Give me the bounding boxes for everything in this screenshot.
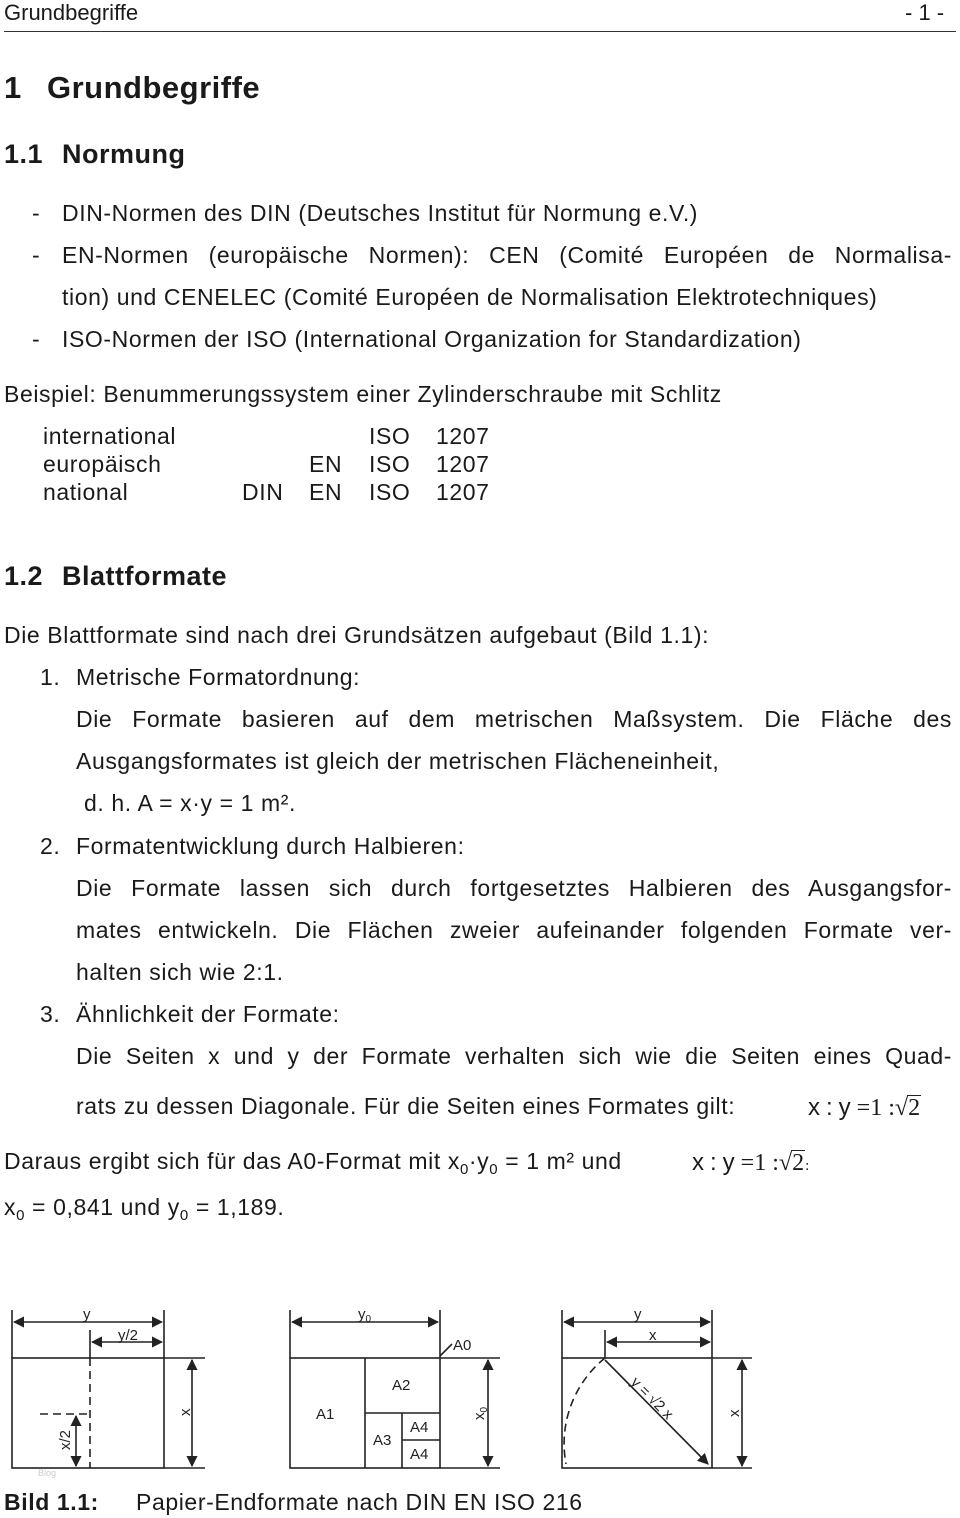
figure-caption-text: Papier-Endformate nach DIN EN ISO 216: [136, 1489, 583, 1515]
section-1-2-number: 1.2: [4, 561, 44, 591]
fig1-label-x: x: [177, 1408, 194, 1416]
bullet-din: DIN-Normen des DIN (Deutsches Institut für Normung e.V.): [62, 200, 699, 226]
item-2-title: Formatentwicklung durch Halbieren:: [76, 833, 465, 859]
item-1-line-2: Ausgangsformates ist gleich der metrischen Flächeneinheit,: [76, 748, 720, 774]
item-3-number: 3.: [40, 1001, 61, 1027]
fig2-label-x0: $x_0$: [471, 1406, 490, 1420]
fig3-label-diagonal: y = √2 x: [627, 1373, 677, 1424]
table-num: 1207: [436, 479, 490, 505]
table-num: 1207: [436, 451, 490, 477]
item-2-line-3: halten sich wie 2:1.: [76, 959, 284, 985]
fig2-label-a2: A2: [392, 1377, 411, 1394]
item-1-line-1: Die Formate basieren auf dem metrischen Maßsystem. Die Fläche des: [76, 706, 952, 732]
running-header-page: - 1 -: [905, 0, 945, 25]
item-3-line-2: rats zu dessen Diagonale. Für die Seiten eines Formates gilt:: [76, 1093, 736, 1119]
ratio-formula-2: x : y =1 :√2:: [692, 1149, 810, 1176]
ratio-formula: x : y =1 :√2: [808, 1094, 921, 1121]
item-3-title: Ähnlichkeit der Formate:: [76, 1001, 340, 1027]
bullet-en-line-1: EN-Normen (europäische Normen): CEN (Comité Européen de Normalisa-: [62, 242, 952, 268]
watermark-text: Blog: [38, 1468, 57, 1478]
item-1-number: 1.: [40, 664, 61, 690]
section-1-number: 1: [4, 70, 22, 105]
item-2-line-1: Die Formate lassen sich durch fortgesetztes Halbieren des Ausgangsfor-: [76, 875, 952, 901]
fig2-label-y0: $y_0$: [358, 1306, 372, 1325]
table-en: EN: [309, 479, 343, 505]
section-1-1-number: 1.1: [4, 139, 44, 169]
table-label: national: [43, 479, 129, 505]
header-rule: [4, 31, 956, 32]
table-en: EN: [309, 451, 343, 477]
figure-caption-label: Bild 1.1:: [4, 1489, 99, 1515]
drawing-format-diagonal: [562, 1310, 752, 1468]
a0-derivation: Daraus ergibt sich für das A0-Format mit $x_0\cdot y_0 = 1$ m² und: [4, 1148, 622, 1178]
table-label: international: [43, 423, 177, 449]
bullet-dash: -: [32, 200, 41, 226]
fig2-label-a3: A3: [373, 1432, 392, 1449]
table-label: europäisch: [43, 451, 162, 477]
intro-paragraph: Die Blattformate sind nach drei Grundsätzen aufgebaut (Bild 1.1):: [4, 622, 710, 648]
table-iso: ISO: [369, 479, 411, 505]
a0-result: $x_0 = 0,841$ und $y_0 = 1,189$.: [4, 1194, 285, 1224]
table-iso: ISO: [369, 423, 411, 449]
fig1-label-y: y: [83, 1306, 91, 1323]
drawing-format-basic: [12, 1310, 205, 1468]
item-1-title: Metrische Formatordnung:: [76, 664, 361, 690]
item-2-number: 2.: [40, 833, 61, 859]
item-2-line-2: mates entwickeln. Die Flächen zweier aufeinander folgenden Formate ver-: [76, 917, 952, 943]
example-label: Beispiel: Benummerungssystem einer Zylinderschraube mit Schlitz: [4, 381, 722, 407]
item-3-line-1: Die Seiten x und y der Formate verhalten sich wie die Seiten eines Quad-: [76, 1043, 952, 1069]
table-num: 1207: [436, 423, 490, 449]
section-1-title: Grundbegriffe: [47, 70, 261, 105]
bullet-iso: ISO-Normen der ISO (International Organization for Standardization): [62, 326, 802, 352]
fig2-label-a4-bottom: A4: [410, 1446, 429, 1463]
bullet-dash: -: [32, 326, 41, 352]
fig3-label-x-side: x: [726, 1409, 743, 1417]
running-header-title: Grundbegriffe: [4, 0, 139, 25]
fig2-label-a1: A1: [316, 1406, 335, 1423]
section-1-2-title: Blattformate: [62, 561, 228, 591]
table-iso: ISO: [369, 451, 411, 477]
fig1-label-x-half: x/2: [57, 1429, 74, 1450]
fig1-label-y-half: y/2: [118, 1327, 139, 1344]
fig2-label-a4-top: A4: [410, 1419, 429, 1436]
paper-format-figure: [0, 1290, 960, 1480]
item-1-formula: d. h. A = x·y = 1 m².: [84, 790, 297, 816]
table-din: DIN: [242, 479, 284, 505]
bullet-en-line-2: tion) und CENELEC (Comité Européen de Normalisation Elektrotechniques): [62, 284, 878, 310]
fig2-label-a0: A0: [453, 1337, 472, 1354]
section-1-1-title: Normung: [62, 139, 186, 169]
fig3-label-x-top: x: [649, 1327, 657, 1344]
bullet-dash: -: [32, 242, 41, 268]
fig3-label-y: y: [634, 1306, 642, 1323]
